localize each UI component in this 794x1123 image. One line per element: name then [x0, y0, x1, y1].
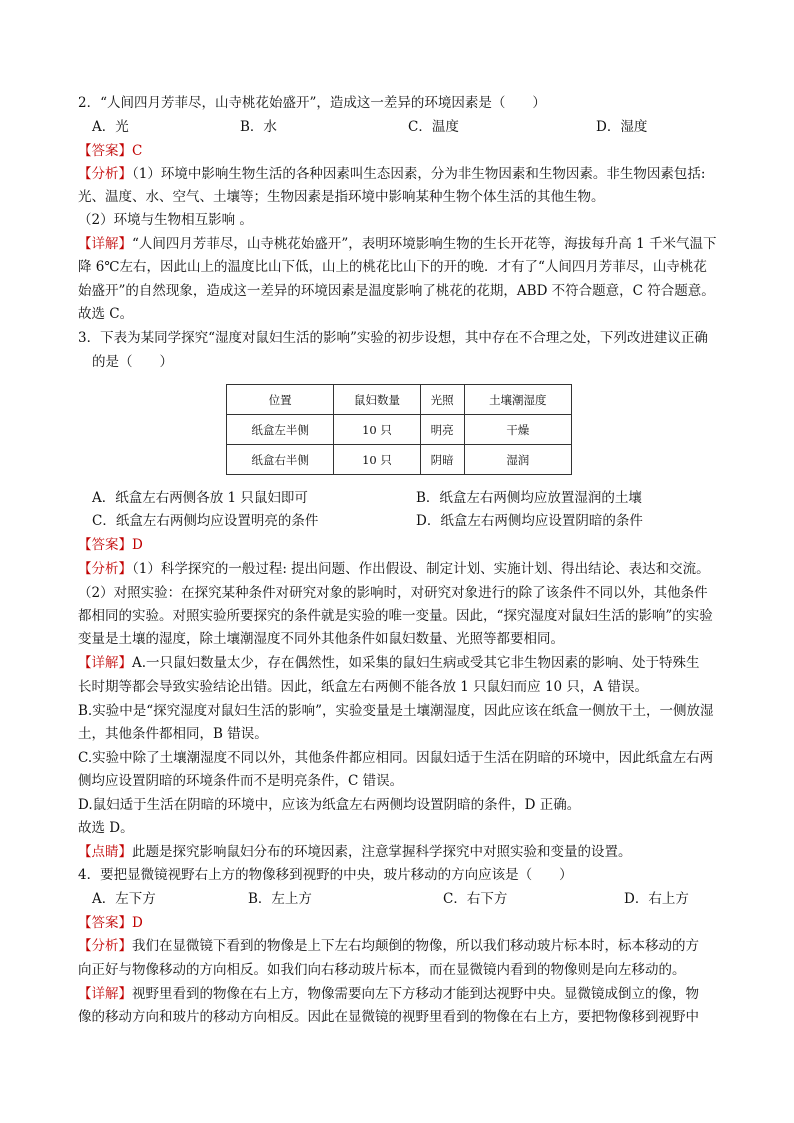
q3-analysis-line: 变量是土壤的湿度，除土壤潮湿度不同外其他条件如鼠妇数量、光照等都要相同。 [78, 631, 564, 647]
table-row [227, 415, 572, 445]
q2-option-c: C．温度 [408, 119, 459, 135]
q4-option-a: A．左下方 [92, 891, 156, 907]
analysis-text: 我们在显微镜下看到的物像是上下左右均颠倒的物像，所以我们移动玻片标本时，标本移动的方 [132, 938, 699, 954]
table-cell: 干燥 [464, 415, 571, 445]
analysis-text: （1）环境中影响生物生活的各种因素叫生态因素，分为非生物因素和生物因素。非生物因素包括: [132, 166, 706, 182]
q2-option-a: A．光 [92, 119, 129, 135]
q3-detail-line: 土，其他条件都相同，B 错误。 [78, 726, 268, 742]
table-header-cell: 位置 [227, 385, 334, 415]
q3-analysis-line: 都相同的实验。对照实验所要探究的条件就是实验的唯一变量。因此，“探究湿度对鼠妇生活的影响”的实验 [78, 608, 713, 624]
q2-analysis-line: （2）环境与生物相互影响 。 [78, 212, 253, 228]
comment-text: 此题是探究影响鼠妇分布的环境因素，注意掌握科学探究中对照实验和变量的设置。 [132, 844, 632, 860]
detail-text: A.一只鼠妇数量太少，存在偶然性，如采集的鼠妇生病或受其它非生物因素的影响、处于特殊生 [132, 655, 700, 671]
q2-detail-line: 始盛开”的自然现象，造成这一差异的环境因素是温度影响了桃花的花期，ABD 不符合题意，C 符合题意。 [78, 283, 715, 299]
table-cell: 阴暗 [420, 445, 464, 475]
table-cell: 湿润 [464, 445, 571, 475]
table-header-cell: 鼠妇数量 [334, 385, 420, 415]
table-header-cell: 土壤潮湿度 [464, 385, 571, 415]
q4-answer [78, 912, 143, 934]
analysis-tag: 【分析】 [78, 938, 132, 954]
q3-detail-line: D.鼠妇适于生活在阴暗的环境中，应该为纸盒左右两侧均设置阴暗的条件，D 正确。 [78, 797, 581, 813]
q3-option-d: D．纸盒左右两侧均应设置阴暗的条件 [416, 513, 643, 529]
q2-option-b: B．水 [240, 119, 277, 135]
comment-tag: 【点睛】 [78, 844, 132, 860]
q3-stem-line: 的是（ ） [92, 354, 173, 370]
q4-option-d: D．右上方 [624, 891, 689, 907]
q3-detail [78, 652, 700, 674]
table-row [227, 445, 572, 475]
q3-detail-line: 侧均应设置阴暗的环境条件而不是明亮条件，C 错误。 [78, 773, 404, 789]
detail-tag: 【详解】 [78, 655, 132, 671]
q4-analysis [78, 935, 699, 957]
q4-option-b: B．左上方 [248, 891, 312, 907]
q3-stem: 3．下表为某同学探究“湿度对鼠妇生活的影响”实验的初步设想，其中存在不合理之处，下列改进建议正确 [78, 330, 708, 346]
analysis-tag: 【分析】 [78, 166, 132, 182]
q2-detail-line: 故选 C。 [78, 306, 134, 322]
answer-value: D [132, 915, 143, 931]
q3-detail-line: 长时期等都会导致实验结论出错。因此，纸盒左右两侧不能各放 1 只鼠妇而应 10 只，A 错误。 [78, 679, 648, 695]
q4-detail-line: 像的移动方向和玻片的移动方向相反。因此在显微镜的视野里看到的物像在右上方，要把物像移到视野中 [78, 1009, 699, 1025]
answer-tag: 【答案】 [78, 537, 132, 553]
q4-detail [78, 983, 699, 1005]
table-header-row [227, 385, 572, 415]
q4-stem: 4．要把显微镜视野右上方的物像移到视野的中央，玻片移动的方向应该是（ ） [78, 867, 573, 883]
detail-text: 视野里看到的物像在右上方，物像需要向左下方移动才能到达视野中央。显微镜成倒立的像，物 [132, 986, 699, 1002]
analysis-text: （1）科学探究的一般过程: 提出问题、作出假设、制定计划、实施计划、得出结论、表达和交流。 [132, 561, 710, 577]
answer-value: D [132, 537, 143, 553]
table-cell: 10 只 [334, 415, 420, 445]
detail-tag: 【详解】 [78, 236, 132, 252]
table-cell: 明亮 [420, 415, 464, 445]
q3-detail-line: C.实验中除了土壤潮湿度不同以外，其他条件都应相同。因鼠妇适于生活在阴暗的环境中，因此纸盒左右两 [78, 750, 714, 766]
analysis-tag: 【分析】 [78, 561, 132, 577]
q2-detail-line: 降 6℃左右，因此山上的温度比山下低，山上的桃花比山下的开的晚．才有了“人间四月芳菲尽，山寺桃花 [78, 259, 707, 275]
q3-detail-line: 故选 D。 [78, 820, 134, 836]
q4-option-c: C．右下方 [443, 891, 508, 907]
q3-option-c: C．纸盒左右两侧均应设置明亮的条件 [92, 513, 319, 529]
table-cell: 纸盒左半侧 [227, 415, 334, 445]
q2-stem: 2．“人间四月芳菲尽，山寺桃花始盛开”，造成这一差异的环境因素是（ ） [78, 95, 546, 111]
q4-analysis-line: 向正好与物像移动的方向相反。如我们向右移动玻片标本，而在显微镜内看到的物像则是向左移动的。 [78, 962, 686, 978]
experiment-table [226, 384, 572, 475]
q3-option-b: B．纸盒左右两侧均应放置湿润的土壤 [416, 490, 642, 506]
q2-option-d: D．湿度 [596, 119, 648, 135]
q3-detail-line: B.实验中是“探究湿度对鼠妇生活的影响”，实验变量是土壤潮湿度，因此应该在纸盒一侧放干土，一侧放湿 [78, 703, 714, 719]
q3-analysis-line: （2）对照实验：在探究某种条件对研究对象的影响时，对研究对象进行的除了该条件不同以外，其他条件 [78, 585, 708, 601]
q2-analysis-line: 光、温度、水、空气、土壤等；生物因素是指环境中影响某种生物个体生活的其他生物。 [78, 189, 605, 205]
q3-comment [78, 841, 632, 863]
answer-value: C [132, 143, 143, 159]
q3-analysis [78, 558, 710, 580]
q2-analysis [78, 163, 705, 185]
detail-text: “人间四月芳菲尽，山寺桃花始盛开”，表明环境影响生物的生长开花等，海拔每升高 1 千米气温下 [132, 236, 717, 252]
q2-answer [78, 140, 142, 162]
detail-tag: 【详解】 [78, 986, 132, 1002]
q3-answer [78, 534, 143, 556]
answer-tag: 【答案】 [78, 143, 132, 159]
table-header-cell: 光照 [420, 385, 464, 415]
q2-detail [78, 233, 716, 255]
q3-option-a: A．纸盒左右两侧各放 1 只鼠妇即可 [92, 490, 308, 506]
table-cell: 纸盒右半侧 [227, 445, 334, 475]
table-cell: 10 只 [334, 445, 420, 475]
answer-tag: 【答案】 [78, 915, 132, 931]
